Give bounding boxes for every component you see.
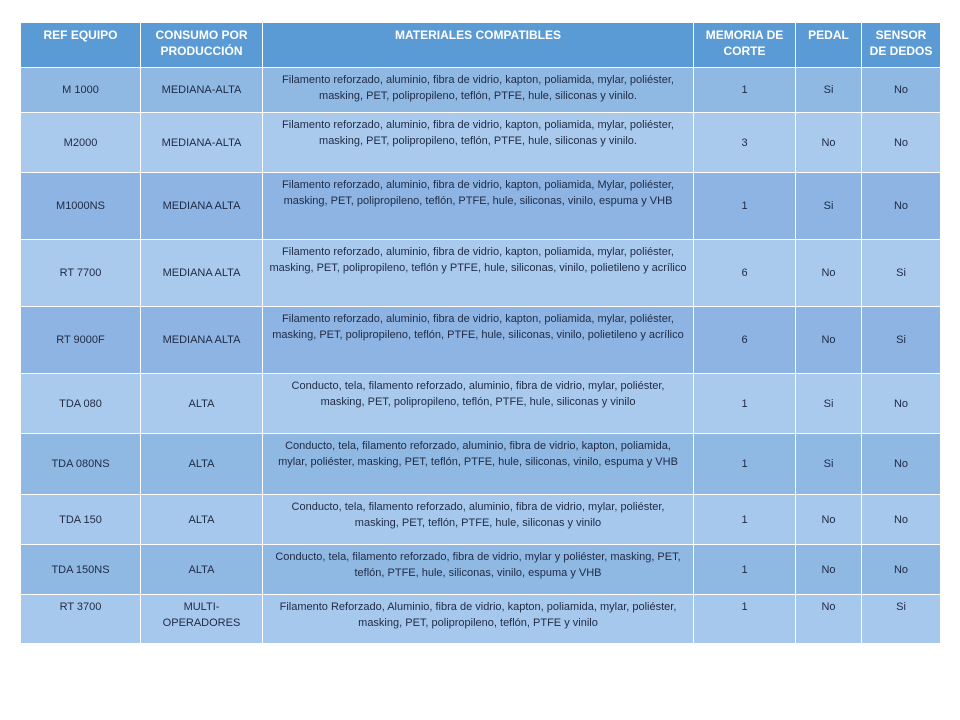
cell-sensor: Si	[862, 595, 941, 644]
header-pedal: PEDAL	[796, 23, 862, 68]
cell-ref-equipo: M 1000	[21, 68, 141, 113]
cell-pedal: No	[796, 495, 862, 545]
cell-sensor: Si	[862, 240, 941, 307]
cell-consumo: MEDIANA ALTA	[141, 240, 263, 307]
cell-pedal: No	[796, 240, 862, 307]
cell-ref-equipo: M1000NS	[21, 173, 141, 240]
cell-consumo: MULTI-OPERADORES	[141, 595, 263, 644]
cell-ref-equipo: RT 3700	[21, 595, 141, 644]
cell-pedal: Si	[796, 68, 862, 113]
cell-materiales: Filamento Reforzado, Aluminio, fibra de vidrio, kapton, poliamida, mylar, poliéster, masking, PET, polipropileno, teflón, PTFE y vinilo	[263, 595, 694, 644]
cell-pedal: No	[796, 545, 862, 595]
table-row	[21, 595, 941, 644]
cell-ref-equipo: TDA 150NS	[21, 545, 141, 595]
cell-ref-equipo: TDA 080	[21, 374, 141, 434]
table-row	[21, 307, 941, 374]
cell-sensor: No	[862, 113, 941, 173]
cell-consumo: ALTA	[141, 545, 263, 595]
cell-ref-equipo: M2000	[21, 113, 141, 173]
cell-consumo: MEDIANA-ALTA	[141, 113, 263, 173]
cell-memoria: 6	[694, 307, 796, 374]
cell-pedal: No	[796, 595, 862, 644]
cell-materiales: Conducto, tela, filamento reforzado, fibra de vidrio, mylar y poliéster, masking, PET, teflón, PTFE, hule, siliconas, vinilo, espuma y VHB	[263, 545, 694, 595]
cell-memoria: 3	[694, 113, 796, 173]
cell-memoria: 1	[694, 173, 796, 240]
table-row	[21, 374, 941, 434]
cell-consumo: MEDIANA ALTA	[141, 307, 263, 374]
cell-pedal: Si	[796, 173, 862, 240]
cell-ref-equipo: TDA 150	[21, 495, 141, 545]
cell-consumo: ALTA	[141, 434, 263, 495]
cell-memoria: 1	[694, 434, 796, 495]
cell-sensor: Si	[862, 307, 941, 374]
header-sensor: SENSOR DE DEDOS	[862, 23, 941, 68]
equipment-table	[20, 22, 941, 644]
cell-materiales: Filamento reforzado, aluminio, fibra de vidrio, kapton, poliamida, Mylar, poliéster, masking, PET, polipropileno, teflón, PTFE, hule, siliconas, vinilo, espuma y VHB	[263, 173, 694, 240]
cell-consumo: ALTA	[141, 495, 263, 545]
cell-ref-equipo: RT 9000F	[21, 307, 141, 374]
cell-sensor: No	[862, 68, 941, 113]
cell-sensor: No	[862, 495, 941, 545]
cell-sensor: No	[862, 374, 941, 434]
header-memoria: MEMORIA DE CORTE	[694, 23, 796, 68]
table-row	[21, 240, 941, 307]
table-row	[21, 173, 941, 240]
cell-consumo: MEDIANA ALTA	[141, 173, 263, 240]
cell-sensor: No	[862, 434, 941, 495]
cell-materiales: Filamento reforzado, aluminio, fibra de vidrio, kapton, poliamida, mylar, poliéster, masking, PET, polipropileno, teflón, PTFE, hule, siliconas, vinilo, polietileno y acrílico	[263, 307, 694, 374]
cell-sensor: No	[862, 173, 941, 240]
header-consumo: CONSUMO POR PRODUCCIÓN	[141, 23, 263, 68]
cell-sensor: No	[862, 545, 941, 595]
table-row	[21, 545, 941, 595]
cell-ref-equipo: TDA 080NS	[21, 434, 141, 495]
table-row	[21, 434, 941, 495]
cell-consumo: ALTA	[141, 374, 263, 434]
cell-memoria: 6	[694, 240, 796, 307]
cell-memoria: 1	[694, 545, 796, 595]
cell-materiales: Filamento reforzado, aluminio, fibra de vidrio, kapton, poliamida, mylar, poliéster, masking, PET, polipropileno, teflón, PTFE, hule, siliconas y vinilo.	[263, 113, 694, 173]
cell-memoria: 1	[694, 68, 796, 113]
cell-materiales: Filamento reforzado, aluminio, fibra de vidrio, kapton, poliamida, mylar, poliéster, masking, PET, polipropileno, teflón, PTFE, hule, siliconas y vinilo.	[263, 68, 694, 113]
cell-ref-equipo: RT 7700	[21, 240, 141, 307]
header-row	[21, 23, 941, 68]
cell-materiales: Conducto, tela, filamento reforzado, aluminio, fibra de vidrio, mylar, poliéster, masking, PET, polipropileno, teflón, PTFE, hule, siliconas y vinilo	[263, 374, 694, 434]
cell-materiales: Filamento reforzado, aluminio, fibra de vidrio, kapton, poliamida, mylar, poliéster, masking, PET, polipropileno, teflón y PTFE, hule, siliconas, vinilo, polietileno y acrílico	[263, 240, 694, 307]
cell-materiales: Conducto, tela, filamento reforzado, aluminio, fibra de vidrio, mylar, poliéster, masking, PET, teflón, PTFE, hule, siliconas y vinilo	[263, 495, 694, 545]
table-row	[21, 495, 941, 545]
cell-materiales: Conducto, tela, filamento reforzado, aluminio, fibra de vidrio, kapton, poliamida, mylar, poliéster, masking, PET, teflón, PTFE, hule, siliconas, vinilo, espuma y VHB	[263, 434, 694, 495]
cell-consumo: MEDIANA-ALTA	[141, 68, 263, 113]
cell-pedal: No	[796, 113, 862, 173]
cell-pedal: Si	[796, 374, 862, 434]
cell-memoria: 1	[694, 374, 796, 434]
cell-memoria: 1	[694, 495, 796, 545]
header-ref-equipo: REF EQUIPO	[21, 23, 141, 68]
cell-pedal: No	[796, 307, 862, 374]
cell-memoria: 1	[694, 595, 796, 644]
header-materiales: MATERIALES COMPATIBLES	[263, 23, 694, 68]
table-row	[21, 68, 941, 113]
table-row	[21, 113, 941, 173]
cell-pedal: Si	[796, 434, 862, 495]
